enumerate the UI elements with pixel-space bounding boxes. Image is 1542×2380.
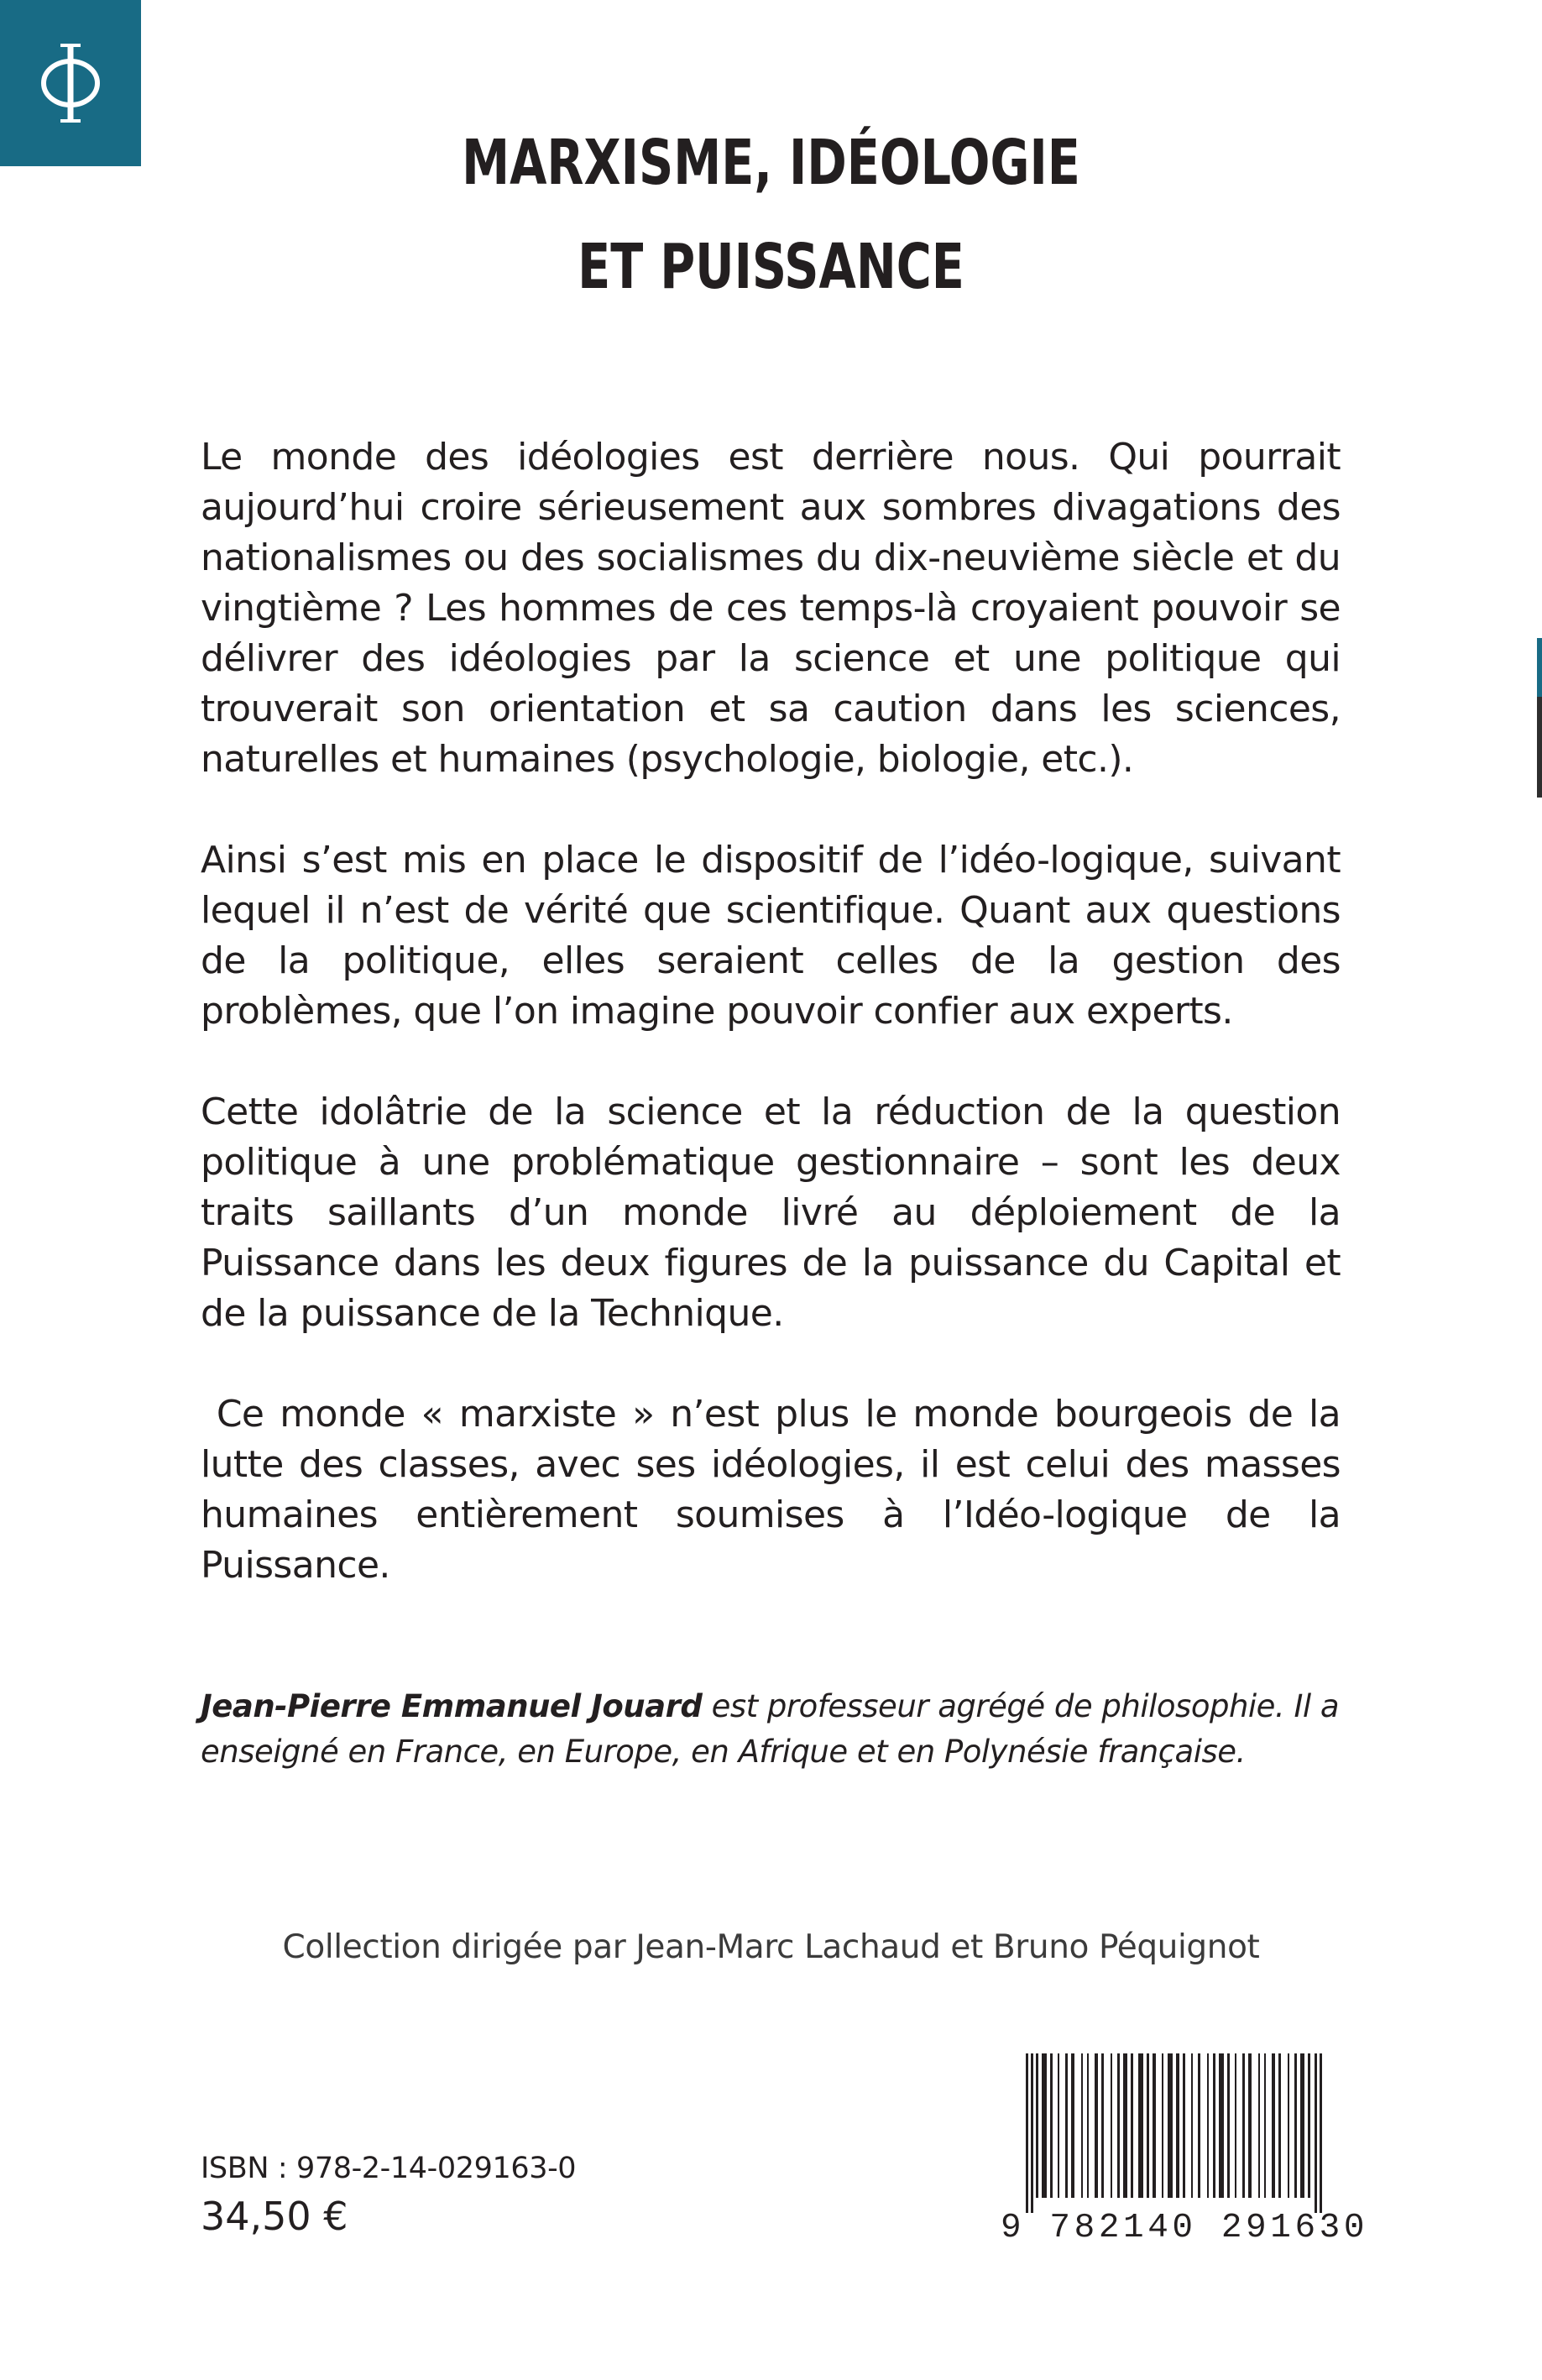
barcode-bar — [1198, 2053, 1200, 2198]
blurb-paragraph-4: Ce monde « marxiste » n’est plus le monde bourgeois de la lutte des classes, avec ses idéologies, il est celui des masses humaines entièrement soumises à l’Idéo-logique de la Puissance. — [201, 1393, 1352, 1587]
barcode-bar — [1264, 2053, 1266, 2198]
barcode-bar — [1213, 2053, 1215, 2198]
barcode-bar — [1308, 2053, 1310, 2198]
barcode-bar — [1095, 2053, 1098, 2198]
barcode-bar — [1191, 2053, 1193, 2198]
barcode-bar — [1058, 2053, 1059, 2198]
author-bio-text: est professeur agrégé de philosophie. Il a enseigné en France, en Europe, en Afrique et en Polynésie française. — [201, 1688, 1340, 1770]
barcode-digits: 9 782140 291630 — [1001, 2209, 1369, 2247]
barcode-bar — [1272, 2053, 1275, 2198]
barcode-bar — [1219, 2053, 1224, 2198]
barcode-bar — [1138, 2053, 1143, 2198]
title-line-2: ET PUISSANCE — [578, 231, 964, 303]
barcode-bar — [1117, 2053, 1120, 2198]
barcode-bar — [1242, 2053, 1245, 2198]
barcode-bar — [1288, 2053, 1289, 2198]
barcode-guard-bar — [1315, 2053, 1317, 2213]
barcode-bar — [1176, 2053, 1179, 2198]
barcode-bar — [1168, 2053, 1173, 2198]
author-bio — [201, 1684, 1351, 1775]
barcode-bar — [1294, 2053, 1297, 2198]
title-line-1: MARXISME, IDÉOLOGIE — [462, 127, 1080, 199]
barcode-guard-bar — [1031, 2053, 1033, 2213]
barcode-bar — [1153, 2053, 1156, 2198]
barcode-bar — [1248, 2053, 1252, 2198]
barcode-bars — [1001, 2053, 1345, 2213]
back-cover-blurb — [201, 432, 1352, 1641]
blurb-paragraph-2: Ainsi s’est mis en place le dispositif de l’idéo-logique, suivant lequel il n’est de vérité que scientifique. Quant aux questions de la politique, elles seraient celles de la gestion des problèmes, que l’on imagine pouvoir confier aux experts. — [201, 839, 1341, 1033]
spine-edge-mark — [1537, 638, 1542, 798]
barcode-bar — [1131, 2053, 1133, 2198]
barcode-bar — [1065, 2053, 1068, 2198]
barcode-bar — [1183, 2053, 1185, 2198]
barcode-bar — [1050, 2053, 1053, 2198]
barcode-guard-bar — [1320, 2053, 1322, 2213]
blurb-paragraph-1: Le monde des idéologies est derrière nous. Qui pourrait aujourd’hui croire sérieusement aux sombres divagations des nationalismes ou des socialismes du dix-neuvième siècle et du vingtième ? Les hommes de ces temps-là croyaient pouvoir se délivrer des idéologies par la science et une politique qui trouverait son orientation et sa caution dans les sciences, naturelles et humaines (psychologie, biologie, etc.). — [201, 436, 1341, 781]
blurb-paragraph-3: Cette idolâtrie de la science et la réduction de la question politique à une problématique gestionnaire – sont les deux traits saillants d’un monde livré au déploiement de la Puissance dans les deux figures de la puissance du Capital et de la puissance de la Technique. — [201, 1091, 1341, 1335]
isbn: ISBN : 978-2-14-029163-0 — [201, 2152, 577, 2185]
price: 34,50 € — [201, 2194, 348, 2239]
author-name: Jean-Pierre Emmanuel Jouard — [201, 1688, 703, 1724]
barcode-bar — [1258, 2053, 1260, 2198]
barcode-bar — [1071, 2053, 1074, 2198]
barcode-bar — [1087, 2053, 1089, 2198]
barcode-bar — [1207, 2053, 1209, 2198]
barcode-bar — [1227, 2053, 1230, 2198]
barcode-guard-bar — [1026, 2053, 1028, 2213]
barcode-bar — [1036, 2053, 1038, 2198]
barcode-bar — [1235, 2053, 1236, 2198]
collection-credit: Collection dirigée par Jean-Marc Lachaud et Bruno Péquignot — [282, 1928, 1260, 1966]
book-title — [108, 111, 1435, 319]
barcode-bar — [1300, 2053, 1304, 2198]
barcode-bar — [1111, 2053, 1112, 2198]
barcode-bar — [1278, 2053, 1281, 2198]
barcode-bar — [1162, 2053, 1163, 2198]
barcode-bar — [1123, 2053, 1127, 2198]
barcode-bar — [1147, 2053, 1149, 2198]
phi-icon — [33, 37, 108, 129]
barcode-bar — [1101, 2053, 1104, 2198]
barcode-bar — [1081, 2053, 1083, 2198]
barcode-bar — [1042, 2053, 1047, 2198]
